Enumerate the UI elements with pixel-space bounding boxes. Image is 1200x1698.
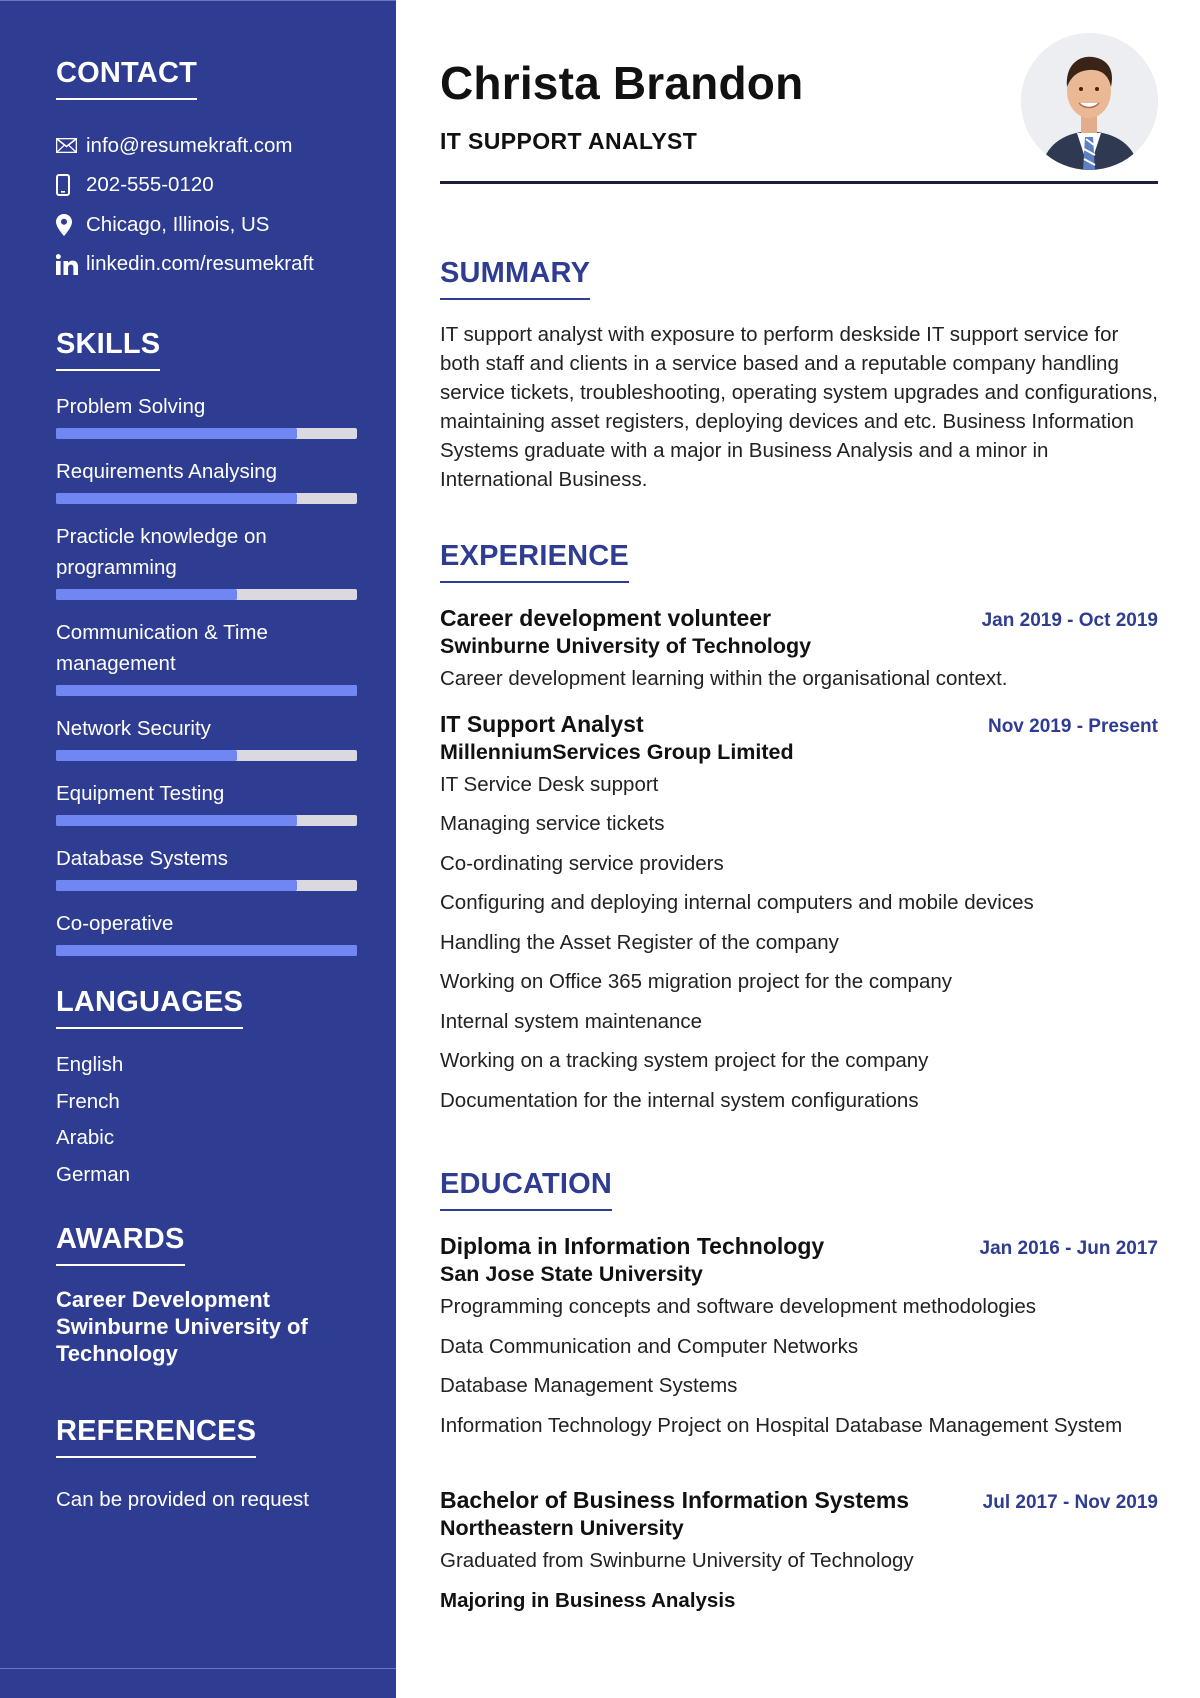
entry-organization: Northeastern University bbox=[440, 1516, 684, 1540]
entry-line: Information Technology Project on Hospital Database Management System bbox=[440, 1413, 1123, 1437]
skills-list bbox=[56, 391, 356, 956]
contact-phone[interactable] bbox=[56, 166, 356, 206]
education-section bbox=[440, 1168, 1158, 1620]
contact-heading: CONTACT bbox=[56, 57, 197, 100]
entry-line: Working on a tracking system project for the company bbox=[440, 1049, 929, 1072]
skill-level-fill bbox=[56, 493, 297, 504]
contact-section bbox=[56, 57, 356, 284]
skill-level-bar bbox=[56, 815, 357, 826]
skill-level-fill bbox=[56, 880, 297, 891]
skill-name: Problem Solving bbox=[56, 395, 206, 418]
header-divider bbox=[440, 181, 1158, 184]
references-text: Can be provided on request bbox=[56, 1488, 310, 1511]
skill-item bbox=[56, 617, 356, 696]
entry-header bbox=[440, 1233, 1158, 1260]
awards-heading: AWARDS bbox=[56, 1223, 185, 1266]
experience-section bbox=[440, 540, 1158, 1120]
entry-title: Diploma in Information Technology bbox=[440, 1233, 825, 1259]
skill-item bbox=[56, 391, 356, 439]
linkedin-icon bbox=[56, 254, 86, 275]
awards-section bbox=[56, 1223, 356, 1367]
skill-item bbox=[56, 908, 356, 956]
experience-entry bbox=[440, 711, 1158, 1121]
skill-level-bar bbox=[56, 750, 357, 761]
skills-heading: SKILLS bbox=[56, 328, 160, 371]
skill-level-bar bbox=[56, 880, 357, 891]
entry-line: Career development learning within the organisational context. bbox=[440, 667, 1008, 690]
award-text: Career Development Swinburne University of Technology bbox=[56, 1287, 308, 1366]
references-section bbox=[56, 1415, 356, 1512]
skill-name: Practicle knowledge on programming bbox=[56, 525, 267, 579]
entry-title: Bachelor of Business Information Systems bbox=[440, 1487, 910, 1513]
entry-date: Jan 2019 - Oct 2019 bbox=[981, 610, 1158, 631]
skill-level-fill bbox=[56, 750, 237, 761]
skill-level-bar bbox=[56, 685, 357, 696]
skill-item bbox=[56, 778, 356, 826]
entry-title: IT Support Analyst bbox=[440, 710, 644, 737]
candidate-name: Christa Brandon bbox=[440, 57, 804, 109]
skill-name: Database Systems bbox=[56, 847, 229, 870]
summary-section bbox=[440, 257, 1158, 494]
entry-line: Database Management Systems bbox=[440, 1374, 738, 1397]
contact-linkedin[interactable] bbox=[56, 245, 356, 285]
summary-text: IT support analyst with exposure to perform deskside IT support service for both staff and clients in a service based and a reputable company handling service tickets, troubleshooting, operating system upgrades and configurations, maintaining asset registers, deploying devices and etc. Business Information Systems graduate with a major in Business Analysis and a minor in International Business. bbox=[440, 323, 1158, 491]
entry-date: Jul 2017 - Nov 2019 bbox=[982, 1492, 1158, 1513]
skill-name: Communication & Time management bbox=[56, 621, 268, 675]
skill-level-bar bbox=[56, 589, 357, 600]
skill-item bbox=[56, 521, 356, 600]
contact-email-text: info@resumekraft.com bbox=[86, 133, 293, 157]
skill-item bbox=[56, 456, 356, 504]
skill-name: Requirements Analysing bbox=[56, 460, 278, 483]
entry-line: Working on Office 365 migration project for the company bbox=[440, 970, 952, 993]
language-item: French bbox=[56, 1089, 120, 1113]
skill-level-bar bbox=[56, 428, 357, 439]
contact-phone-text: 202-555-0120 bbox=[86, 173, 214, 197]
entry-line: Data Communication and Computer Networks bbox=[440, 1334, 859, 1358]
summary-heading: SUMMARY bbox=[440, 257, 590, 300]
entry-date: Nov 2019 - Present bbox=[987, 715, 1158, 737]
languages-list bbox=[56, 1047, 356, 1193]
sidebar-bottom-divider bbox=[0, 1668, 396, 1669]
language-item: German bbox=[56, 1162, 131, 1186]
contact-location-text: Chicago, Illinois, US bbox=[86, 212, 270, 236]
skill-level-fill bbox=[56, 428, 297, 439]
entry-organization: Swinburne University of Technology bbox=[440, 634, 812, 658]
entry-line: Documentation for the internal system configurations bbox=[440, 1088, 919, 1112]
profile-photo bbox=[1021, 33, 1158, 170]
entry-line: Graduated from Swinburne University of Technology bbox=[440, 1549, 914, 1572]
language-item: Arabic bbox=[56, 1126, 115, 1149]
experience-entry bbox=[440, 605, 1158, 699]
education-heading: EDUCATION bbox=[440, 1168, 612, 1211]
mobile-phone-icon bbox=[56, 174, 86, 196]
education-entry bbox=[440, 1233, 1158, 1445]
education-entry bbox=[440, 1487, 1158, 1620]
entry-line: Programming concepts and software development methodologies bbox=[440, 1295, 1036, 1318]
skill-level-fill bbox=[56, 945, 357, 956]
skill-item bbox=[56, 713, 356, 761]
skill-name: Network Security bbox=[56, 717, 211, 740]
skill-level-bar bbox=[56, 945, 357, 956]
experience-heading: EXPERIENCE bbox=[440, 540, 629, 583]
languages-section bbox=[56, 986, 356, 1193]
skill-name: Equipment Testing bbox=[56, 782, 225, 805]
entry-line: IT Service Desk support bbox=[440, 772, 659, 796]
skill-level-fill bbox=[56, 589, 237, 600]
language-item: English bbox=[56, 1053, 124, 1076]
skills-section bbox=[56, 328, 356, 956]
envelope-icon bbox=[56, 138, 86, 153]
entry-organization: MillenniumServices Group Limited bbox=[440, 739, 794, 764]
entry-header bbox=[440, 605, 1158, 632]
references-heading: REFERENCES bbox=[56, 1415, 256, 1458]
skill-name: Co-operative bbox=[56, 912, 174, 935]
entry-line: Internal system maintenance bbox=[440, 1009, 703, 1033]
contact-location bbox=[56, 205, 356, 245]
skill-level-bar bbox=[56, 493, 357, 504]
skill-item bbox=[56, 843, 356, 891]
skill-level-fill bbox=[56, 685, 357, 696]
contact-email[interactable] bbox=[56, 126, 356, 166]
languages-heading: LANGUAGES bbox=[56, 986, 243, 1029]
entry-header bbox=[440, 1487, 1158, 1514]
entry-line: Majoring in Business Analysis bbox=[440, 1588, 736, 1612]
contact-linkedin-text: linkedin.com/resumekraft bbox=[86, 252, 314, 276]
entry-date: Jan 2016 - Jun 2017 bbox=[979, 1238, 1158, 1259]
entry-organization: San Jose State University bbox=[440, 1262, 703, 1286]
entry-line: Configuring and deploying internal computers and mobile devices bbox=[440, 891, 1034, 914]
entry-line: Managing service tickets bbox=[440, 812, 665, 835]
sidebar bbox=[0, 0, 396, 1698]
entry-title: Career development volunteer bbox=[440, 605, 772, 631]
entry-line: Handling the Asset Register of the company bbox=[440, 930, 839, 954]
entry-line: Co-ordinating service providers bbox=[440, 851, 724, 875]
skill-level-fill bbox=[56, 815, 297, 826]
entry-header bbox=[440, 711, 1158, 738]
sidebar-content bbox=[56, 57, 356, 1512]
contact-list bbox=[56, 126, 356, 284]
map-pin-icon bbox=[56, 214, 86, 236]
job-title: IT SUPPORT ANALYST bbox=[440, 128, 698, 154]
